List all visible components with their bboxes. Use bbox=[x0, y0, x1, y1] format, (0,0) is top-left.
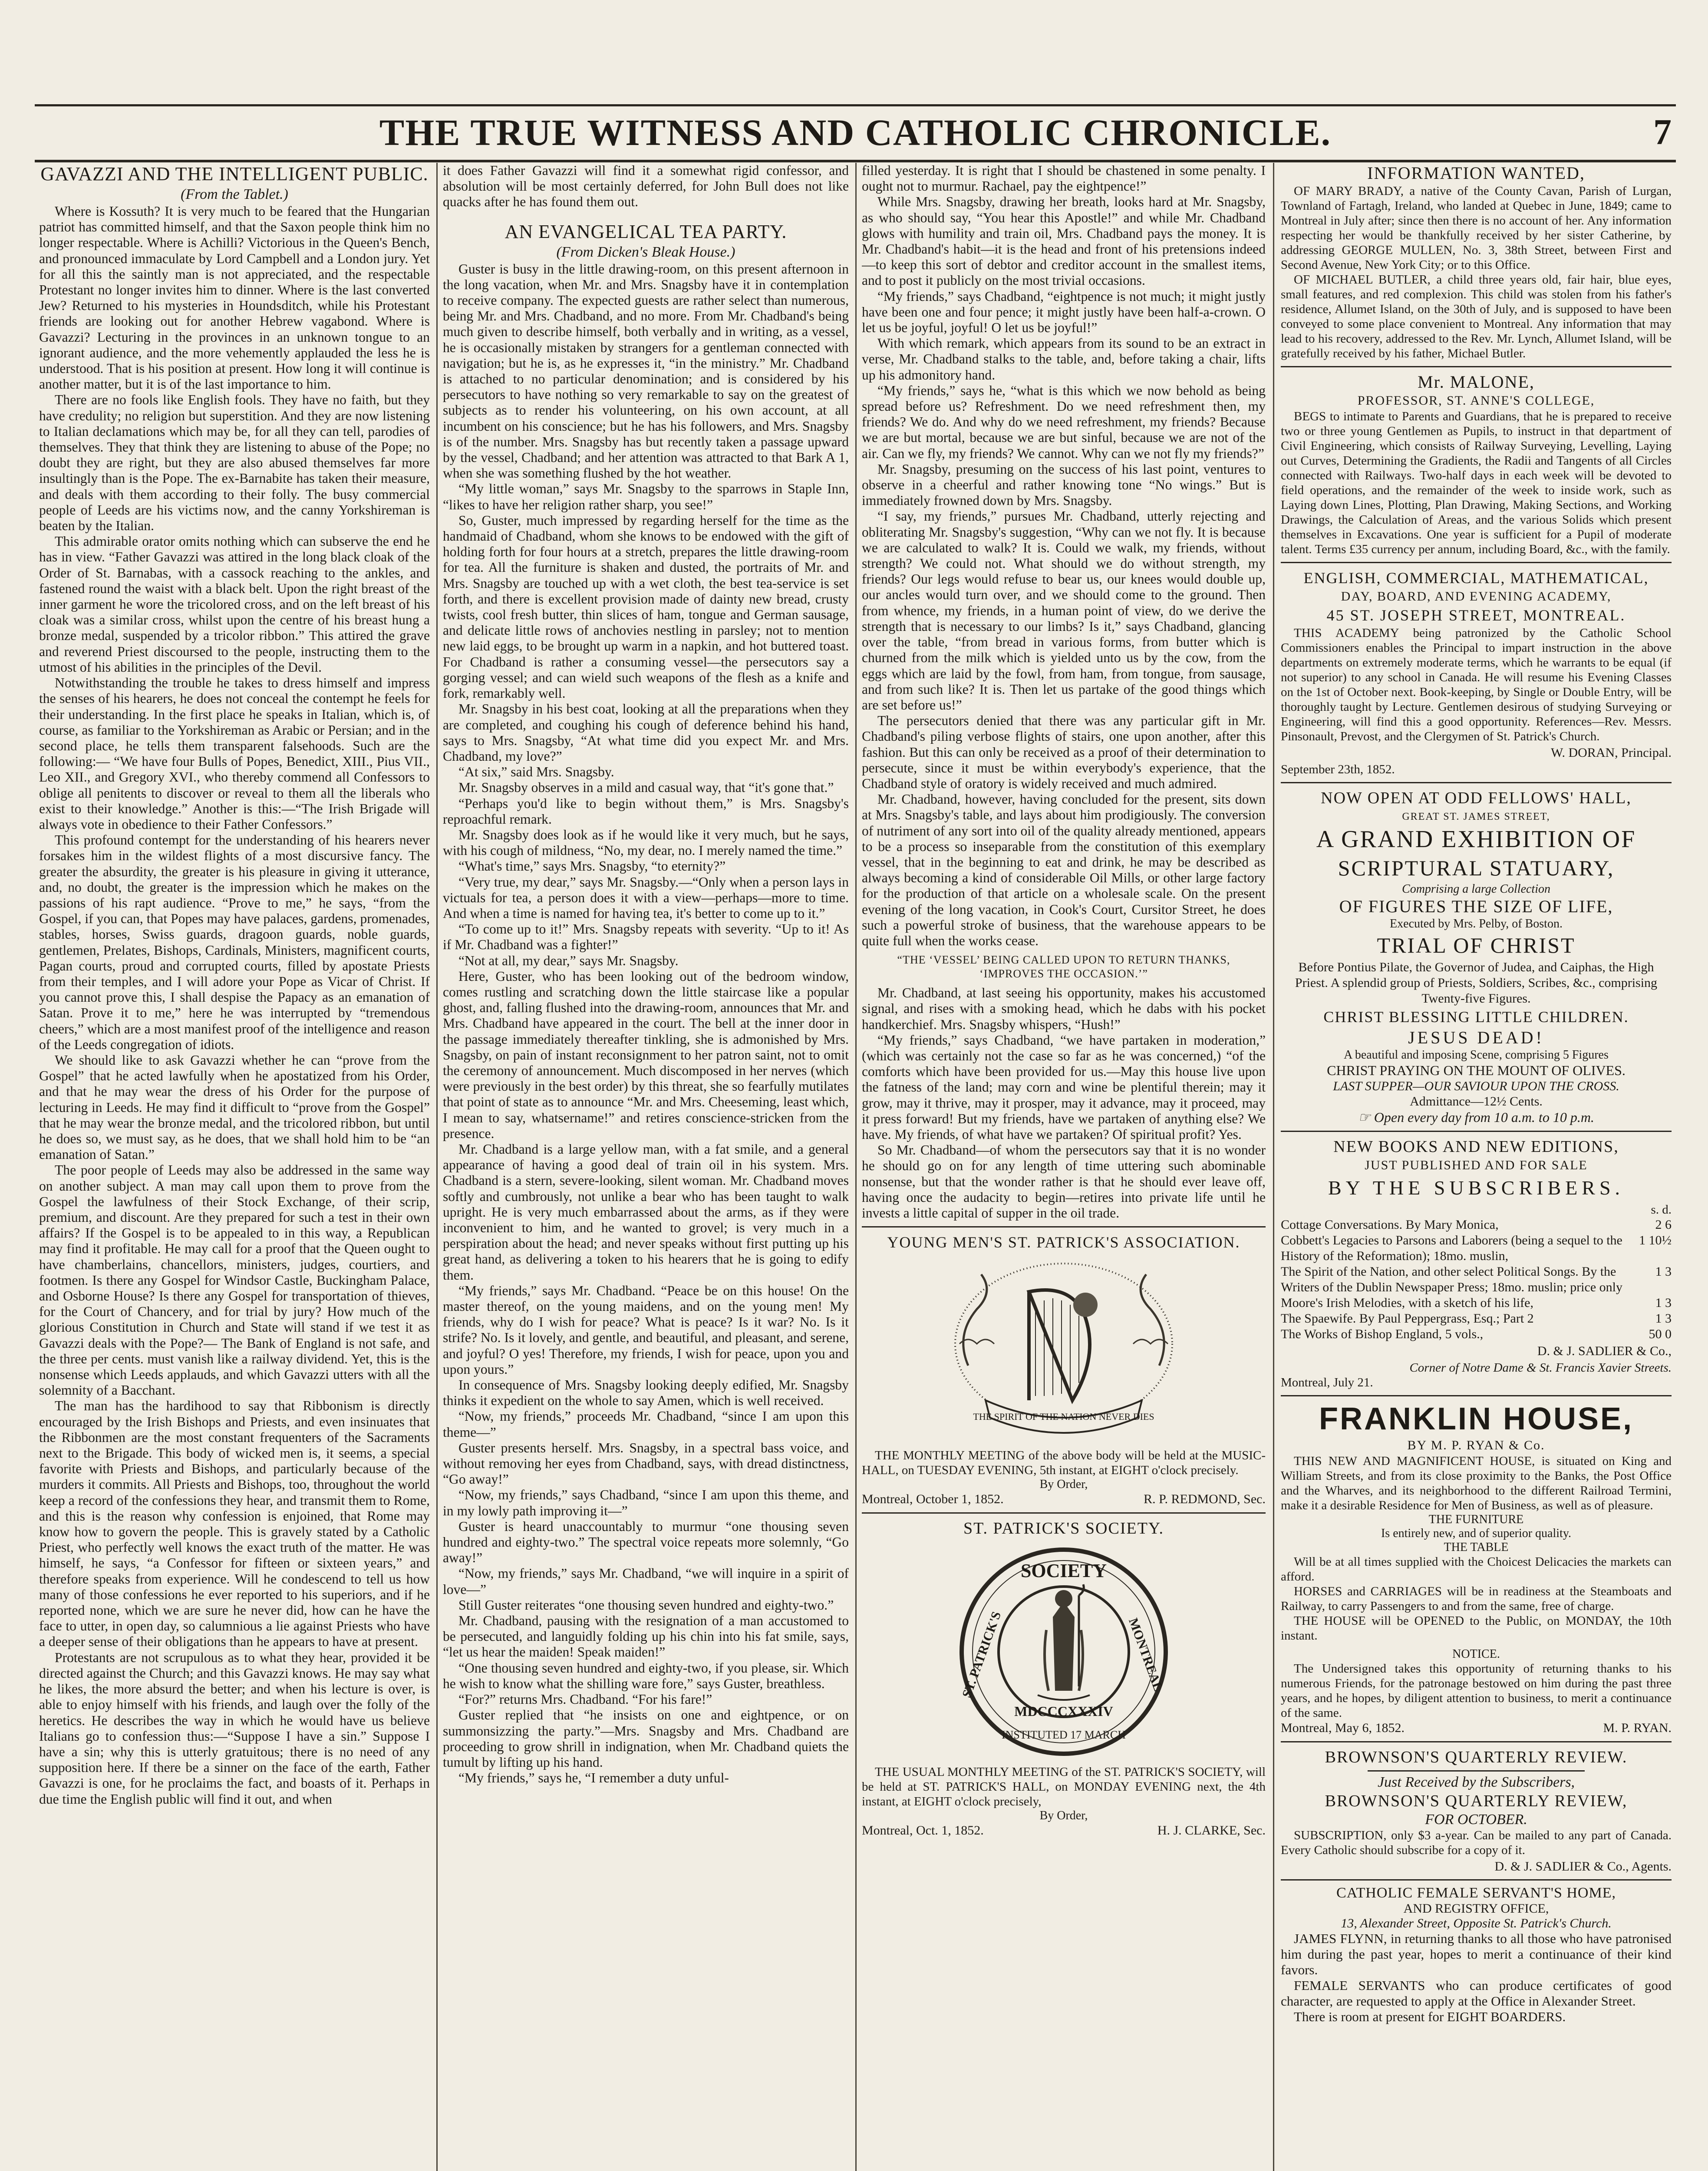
paragraph: Mr. Snagsby observes in a mild and casual way, that “it's gone that.” bbox=[458, 780, 834, 795]
book-item bbox=[1281, 1295, 1672, 1311]
ad-headline: CHRIST PRAYING ON THE MOUNT OF OLIVES. bbox=[1327, 1062, 1626, 1078]
paragraph: Still Guster reiterates “one thousing seven hundred and eighty-two.” bbox=[458, 1597, 834, 1613]
article-continuation bbox=[862, 163, 1266, 949]
ad-line: Before Pontius Pilate, the Governor of Judea, and Caiphas, the High Priest. A splendid group of Priests, Soldiers, Scribes, &c., comprising Twenty-five Figures. bbox=[1295, 960, 1658, 1006]
signatory: W. DORAN, Principal. bbox=[1550, 746, 1672, 760]
paragraph: “Perhaps you'd like to begin without them,” is Mrs. Snagsby's reproachful remark. bbox=[443, 795, 849, 827]
ad-body: JAMES FLYNN, in returning thanks to all those who have patronised him during the past year, hopes to merit a continuance of their kind favors. bbox=[1281, 1931, 1672, 1977]
ad-headline: TRIAL OF CHRIST bbox=[1377, 933, 1576, 957]
paragraph: Here, Guster, who has been looking out of the bedroom window, comes rustling and scratching down the little staircase like a popular ghost, and, falling flushed into the drawing-room, announces that Mr. and Mrs. Chadband have appeared in the court. The bell at the inner door in the passage immediately thereafter tinkling, she is admonished by Mrs. Snagsby, on pain of instant reconsignment to her patron saint, not to omit the ceremony of announcement. Much discomposed in her nerves (which were previously in the best order) by this threat, she so fearfully mutilates that point of state as to announce “Mr. and Mrs. Cheeseming, least which, I mean to say, whatsername!” and retires conscience-stricken from the presence. bbox=[443, 968, 849, 1141]
book-item bbox=[1281, 1233, 1672, 1264]
ad-headline: BROWNSON'S QUARTERLY REVIEW, bbox=[1325, 1792, 1628, 1810]
paragraph: Mr. Snagsby in his best coat, looking at all the preparations when they are completed, and coughing his cough of deference behind his hand, says to Mrs. Snagsby, “At what time did you expect Mr. and Mrs. Chadband, my love?” bbox=[443, 701, 849, 764]
ad-line: AND REGISTRY OFFICE, bbox=[1403, 1901, 1549, 1916]
seal-right-text: MONTREAL bbox=[1126, 1616, 1166, 1693]
column-1 bbox=[39, 163, 430, 2171]
banner-motto: THE SPIRIT OF THE NATION NEVER DIES bbox=[973, 1411, 1154, 1422]
section-quote: “THE ‘VESSEL’ BEING CALLED UPON TO RETURN THANKS, ‘IMPROVES THE OCCASION.’” bbox=[897, 954, 1230, 980]
ad-brownson-review bbox=[1281, 1741, 1672, 1874]
paragraph: Guster is heard unaccountably to murmur “one thousing seven hundred and eighty-two.” The spectral voice repeats more solemnly, “Go away!” bbox=[443, 1518, 849, 1566]
paragraph: “Not at all, my dear,” says Mr. Snagsby. bbox=[458, 953, 679, 968]
paragraph: “My friends,” says he, “what is this which we now behold as being spread before us? Refreshment. Do we need refreshment then, my friends? We do. And why do we need refreshment, my friends? Because we are but mortal, because we are but sinful, because we are not of the air. Can we fly, my friends? We cannot. Why can we not fly my friends?” bbox=[862, 383, 1266, 461]
page-number: 7 bbox=[1653, 112, 1672, 152]
section-heading: THE FURNITURE bbox=[1428, 1513, 1524, 1526]
article-title: AN EVANGELICAL TEA PARTY. bbox=[504, 221, 787, 242]
ad-title: BROWNSON'S QUARTERLY REVIEW. bbox=[1325, 1748, 1628, 1766]
ad-date: Montreal, May 6, 1852. bbox=[1281, 1721, 1405, 1735]
paragraph: So, Guster, much impressed by regarding herself for the time as the handmaid of Chadband, whom she knows to be endowed with the gift of holding forth for four hours at a stretch, prepares the little drawing-room for tea. All the furniture is shaken and dusted, the portraits of Mr. and Mrs. Snagsby are touched up with a wet cloth, the best tea-service is set forth, and there is excellent provision made of dainty new bread, crusty twists, cool fresh butter, thin slices of ham, tongue and German sausage, and delicate little rows of anchovies nestling in parsley; not to mention new laid eggs, to be brought up warm in a napkin, and hot buttered toast. For Chadband is rather a consuming vessel—the persecutors say a gorging vessel; and can wield such weapons of the flesh as a knife and fork, remarkably well. bbox=[443, 512, 849, 701]
ad-line: FOR OCTOBER. bbox=[1425, 1811, 1527, 1828]
signature-row bbox=[862, 1823, 1266, 1838]
section-heading: NOTICE. bbox=[1452, 1647, 1500, 1661]
book-item bbox=[1281, 1311, 1672, 1326]
book-title: Moore's Irish Melodies, with a sketch of his life, bbox=[1281, 1296, 1533, 1310]
paragraph: “My little woman,” says Mr. Snagsby to the sparrows in Staple Inn, “likes to have her religion rather sharp, you see!” bbox=[443, 481, 849, 512]
ad-title: YOUNG MEN'S ST. PATRICK'S ASSOCIATION. bbox=[887, 1234, 1240, 1251]
ad-line bbox=[1281, 1109, 1672, 1125]
masthead-rule bbox=[35, 160, 1676, 162]
paragraph: Guster presents herself. Mrs. Snagsby, in a spectral bass voice, and without removing her eyes from Chadband, says, with dread distinctness, “Go away!” bbox=[443, 1440, 849, 1487]
column-4 bbox=[1281, 163, 1672, 2171]
paragraph: While Mrs. Snagsby, drawing her breath, looks hard at Mr. Snagsby, as who should say, “You hear this Apostle!” and while Mr. Chadband glows with humility and train oil, Mrs. Chadband pays the money. It is Mr. Chadband's habit—it is the head and front of his pretensions indeed—to keep this sort of debtor and creditor account in the smallest items, and to post it publicly on the most trivial occasions. bbox=[862, 194, 1266, 288]
ad-malone bbox=[1281, 366, 1672, 557]
pointing-hand-icon: ☞ bbox=[1358, 1109, 1374, 1125]
ad-title: NEW BOOKS AND NEW EDITIONS, bbox=[1333, 1138, 1619, 1156]
paragraph: “My friends,” says he, “I remember a duty unful- bbox=[458, 1770, 729, 1786]
seal-top-text: SOCIETY bbox=[1020, 1560, 1107, 1582]
ad-headline: LAST SUPPER—OUR SAVIOUR UPON THE CROSS. bbox=[1333, 1079, 1619, 1093]
paragraph: So Mr. Chadband—of whom the persecutors say that it is no wonder he should go on for any length of time uttering such abominable nonsense, but that the wonder rather is that he should ever leave off, having once the audacity to begin—retires into private life until he invests a little capital of supper in the oil trade. bbox=[862, 1142, 1266, 1221]
ad-address: Corner of Notre Dame & St. Francis Xavier Streets. bbox=[1409, 1361, 1672, 1375]
book-title: The Spaewife. By Paul Peppergrass, Esq.; Part 2 bbox=[1281, 1311, 1534, 1326]
harp-emblem bbox=[942, 1257, 1185, 1444]
article-body bbox=[443, 261, 849, 1786]
paragraph: Protestants are not scrupulous as to what they hear, provided it be directed against the Church; and this Gavazzi knows. He may say what he likes, the more absurd the better; and when his lecture is over, is able to enjoy himself with his friends, and laugh over the folly of the heretics. He describes the way in which he would have us believe Italians go to confession thus:—“Suppose I have a sin.” Suppose I have a sin; why this is utterly gratuitous; there is no need of any supposition here. If there be a sinner on the face of the earth, Father Gavazzi is one, for he proclaims the fact, and boasts of it. Perhaps in due time the English public will find it out, and when bbox=[39, 1650, 430, 1807]
ad-information-wanted bbox=[1281, 163, 1672, 361]
book-item bbox=[1281, 1264, 1672, 1295]
paragraph: “At six,” said Mrs. Snagsby. bbox=[458, 764, 614, 780]
paragraph: “My friends,” says Mr. Chadband. “Peace be on this house! On the master thereof, on the young maidens, and on the young men! My friends, why do I wish for peace? What is peace? Is it war? No. Is it strife? No. Is it lovely, and gentle, and beautiful, and pleasant, and serene, and joyful? O yes! Therefore, my friends, I wish for peace, upon you and upon yours.” bbox=[443, 1283, 849, 1377]
ad-title: ENGLISH, COMMERCIAL, MATHEMATICAL, bbox=[1303, 569, 1649, 587]
ad-headline: JESUS DEAD! bbox=[1408, 1028, 1544, 1047]
ad-line: GREAT ST. JAMES STREET, bbox=[1402, 811, 1550, 822]
signature-row bbox=[862, 1491, 1266, 1507]
place-date: Montreal, October 1, 1852. bbox=[862, 1492, 1004, 1507]
paragraph: In consequence of Mrs. Snagsby looking deeply edified, Mr. Snagsby thinks it expedient on the whole to say Amen, which is well received. bbox=[443, 1377, 849, 1409]
paragraph: Mr. Chadband, pausing with the resignation of a man accustomed to be persecuted, and languidly folding up his chin into his fat smile, says, “let us hear the maiden! Speak maiden!” bbox=[443, 1613, 849, 1660]
book-price: 1 3 bbox=[1655, 1311, 1672, 1326]
ad-line: A beautiful and imposing Scene, comprising 5 Figures bbox=[1344, 1048, 1609, 1062]
book-price: 1 3 bbox=[1655, 1296, 1672, 1310]
book-title: Cottage Conversations. By Mary Monica, bbox=[1281, 1217, 1499, 1232]
book-price: 2 6 bbox=[1655, 1217, 1672, 1232]
book-item bbox=[1281, 1326, 1672, 1342]
paragraph: “Very true, my dear,” says Mr. Snagsby.—“Only when a person lays in victuals for tea, a person does it with a view—perhaps—more to time. And when a time is named for having tea, it's better to come up to it.” bbox=[443, 874, 849, 921]
ad-title: FRANKLIN HOUSE, bbox=[1319, 1402, 1633, 1436]
ad-headline: BY THE SUBSCRIBERS. bbox=[1328, 1177, 1625, 1199]
ad-line: Executed by Mrs. Pelby, of Boston. bbox=[1390, 917, 1563, 930]
paragraph: Guster replied that “he insists on one and eightpence, or on summonsizzing the party.”—Mrs. Snagsby and Mrs. Chadband are proceeding to grow shrill in indignation, when Mr. Chadband quiets the tumult by lifting up his hand. bbox=[443, 1707, 849, 1770]
ad-headline: A GRAND EXHIBITION OF bbox=[1316, 826, 1636, 853]
ad-title: Mr. MALONE, bbox=[1418, 372, 1535, 392]
ad-title: NOW OPEN AT ODD FELLOWS' HALL, bbox=[1321, 789, 1632, 807]
ad-paragraph: OF MARY BRADY, a native of the County Cavan, Parish of Lurgan, Townland of Fartagh, Ireland, who landed at Quebec in June, 1849; came to Montreal in July after; since then there is no account of her. Any information respecting her would be thankfully received by her sister Catherine, by addressing GEORGE MULLEN, No. 3, 38th Street, between First and Second Avenue, New York City; or to this Office. bbox=[1281, 184, 1672, 272]
ad-address: 13, Alexander Street, Opposite St. Patrick's Church. bbox=[1341, 1916, 1612, 1930]
ad-body: THIS NEW AND MAGNIFICENT HOUSE, is situated on King and William Streets, and from its close proximity to the Banks, the Post Office and the Wharves, and its neighborhood to the different Railroad Termini, make it a desirable Residence for Men of Business, as well as of pleasure. bbox=[1281, 1454, 1672, 1512]
book-title: The Spirit of the Nation, and other select Political Songs. By the Writers of the Dublin Newspaper Press; 18mo. muslin; price only bbox=[1281, 1264, 1622, 1294]
ad-address: 45 ST. JOSEPH STREET, MONTREAL. bbox=[1326, 607, 1626, 624]
column-divider bbox=[1273, 163, 1274, 2171]
ad-title: INFORMATION WANTED, bbox=[1367, 163, 1585, 183]
paragraph: Mr. Snagsby does look as if he would like it very much, but he says, with his cough of mildness, “No, my dear, no. I merely named the time.” bbox=[443, 827, 849, 858]
paragraph: The persecutors denied that there was any particular gift in Mr. Chadband's piling verbose flights of stairs, one upon another, after this fashion. But this can only be received as a proof of their determination to persecute, since it must be within everybody's experience, that the Chadband style of oratory is widely received and much admired. bbox=[862, 713, 1266, 791]
paragraph: With which remark, which appears from its sound to be an extract in verse, Mr. Chadband stalks to the table, and, before taking a chair, lifts up his admonitory hand. bbox=[862, 336, 1266, 383]
signatory: R. P. REDMOND, Sec. bbox=[1144, 1492, 1266, 1507]
by-order: By Order, bbox=[1039, 1478, 1088, 1491]
signatory: D. & J. SADLIER & Co., Agents. bbox=[1494, 1859, 1672, 1874]
paragraph: “To come up to it!” Mrs. Snagsby repeats with severity. “Up to it! As if Mr. Chadband was a fighter!” bbox=[443, 921, 849, 953]
article-source: (From the Tablet.) bbox=[181, 186, 288, 202]
paragraph: “For?” returns Mrs. Chadband. “For his fare!” bbox=[458, 1692, 712, 1707]
ad-new-books bbox=[1281, 1131, 1672, 1390]
ad-body: SUBSCRIPTION, only $3 a-year. Can be mailed to any part of Canada. Every Catholic should subscribe for a copy of it. bbox=[1281, 1828, 1672, 1857]
paragraph: “Now, my friends,” says Chadband, “since I am upon this theme, and in my lowly path improving it—” bbox=[443, 1487, 849, 1518]
paragraph: Mr. Chadband is a large yellow man, with a fat smile, and a general appearance of having a good deal of train oil in his system. Mrs. Chadband is a stern, severe-looking, silent woman. Mr. Chadband moves softly and cumbrously, not unlike a bear who has been taught to walk upright. He is very much embarrassed about the arms, as if they were inconvenient to him, and he wanted to grovel; is very much in a perspiration about the head; and never speaks without first putting up his great hand, as delivering a token to his hearers that he is going to edify them. bbox=[443, 1141, 849, 1283]
paragraph: This admirable orator omits nothing which can subserve the end he has in view. “Father Gavazzi was attired in the long black cloak of the Order of St. Barnabas, with a cassock reaching to the ankles, and fastened round the waist with a black belt. Upon the right breast of the inner garment he wore the tricolored cross, and on the left breast of his cloak was a similar cross, whilst upon the centre of his breast hung a bronze medal, suspended by a tricolor ribbon.” This attired the grave and reverend Priest discoursed to the people, instructing them to the utmost of his abilities in the principles of the Devil. bbox=[39, 534, 430, 675]
ad-line: Just Received by the Subscribers, bbox=[1377, 1774, 1575, 1790]
ad-hours: Open every day from 10 a.m. to 10 p.m. bbox=[1374, 1109, 1594, 1125]
signatory: M. P. RYAN. bbox=[1603, 1721, 1672, 1735]
paragraph: filled yesterday. It is right that I should be chastened in some penalty. I ought not to murmur. Rachael, pay the eightpence!” bbox=[862, 163, 1266, 194]
article-body bbox=[39, 204, 430, 1807]
ad-date: September 23th, 1852. bbox=[1281, 762, 1395, 776]
book-title: Cobbett's Legacies to Parsons and Laborers (being a sequel to the History of the Reformation); 18mo. muslin, bbox=[1281, 1233, 1622, 1263]
ad-body: BEGS to intimate to Parents and Guardians, that he is prepared to receive two or three young Gentlemen as Pupils, to instruct in that department of Civil Engineering, which consists of Railway Surveying, Levelling, Laying out Curves, Determining the Gradients, the Radii and Tangents of all Circles connected with Railways. Two-half days in each week will be devoted to field operations, and the remainder of the week to inside work, such as Laying down Lines, Plotting, Plan Drawing, Making Sections, and Working Drawings, the Calculation of Areas, and the various Solids which present themselves in Excavations. One year is sufficient for a Pupil of moderate talent. Terms £35 currency per annum, including Board, &c., with the family. bbox=[1281, 409, 1672, 556]
book-price: 50 0 bbox=[1649, 1327, 1672, 1341]
column-divider bbox=[855, 163, 857, 2171]
column-3 bbox=[862, 163, 1266, 2171]
paragraph: Notwithstanding the trouble he takes to dress himself and impress the senses of his hearers, he does not conceal the contempt he feels for their understanding. In the first place he speaks in Italian, which is, of course, as familiar to the Yorkshireman as Arabic or Persian; and in the second place, he tells them transparent falsehoods. Such are the following:— “We have four Bulls of Popes, Benedict, XIII., Pius VII., Leo XII., and Gregory XVI., who thereby commend all Confessors to oblige all penitents to discover or reveal to them all the liberals who exist to their knowledge.” Another is this:—“The Irish Brigade will always vote in obedience to their Father Confessors.” bbox=[39, 675, 430, 832]
ad-body: THIS ACADEMY being patronized by the Catholic School Commissioners enables the Principal to impart instruction in the above departments on extremely moderate terms, which he warrants to be equal (if not superior) to any school in Canada. He will resume his Evening Classes on the 1st of October next. Book-keeping, by Single or Double Entry, will be thoroughly taught by Lecture. Gentlemen desirous of studying Surveying or Engineering, will find this a good opportunity. References—Rev. Messrs. Pinsonault, Prevost, and the Clergymen of St. Patrick's Church. bbox=[1281, 626, 1672, 743]
section-heading: THE TABLE bbox=[1444, 1541, 1509, 1554]
ad-subtitle: PROFESSOR, ST. ANNE'S COLLEGE, bbox=[1357, 393, 1595, 408]
paragraph: Mr. Chadband, however, having concluded for the present, sits down at Mrs. Snagsby's table, and lays about him prodigiously. The conversion of nutriment of any sort into oil of the quality already mentioned, appears to be a process so inseparable from the constitution of this exemplary vessel, that in the beginning to eat and drink, he may be described as always becoming a kind of considerable Oil Mills, or other large factory for the production of that article on a wholesale scale. On the present evening of the long vacation, in Cook's Court, Cursitor Street, he does such a powerful stroke of business, that the warehouse appears to be quite full when the works cease. bbox=[862, 792, 1266, 948]
ad-line: Will be at all times supplied with the Choicest Delicacies the markets can afford. bbox=[1281, 1555, 1672, 1584]
ad-line: HORSES and CARRIAGES will be in readiness at the Steamboats and Railway, to carry Passengers to and from the same, free of charge. bbox=[1281, 1584, 1672, 1613]
paragraph: There are no fools like English fools. They have no faith, but they have credulity; no religion but superstition. And they are now listening to Italian declamations which may be, for all they can tell, parodies of themselves. They that think they are listening to abuse of the Pope; no doubt they are right, but they are also abused themselves far more insultingly than is the Pope. The ex-Barnabite has taken their measure, and deals with them according to their folly. The busy commercial people of Leeds are his victims now, and the canny Yorkshireman is beaten by the Italian. bbox=[39, 392, 430, 534]
signatory: H. J. CLARKE, Sec. bbox=[1157, 1823, 1266, 1838]
article-body bbox=[862, 985, 1266, 1221]
book-item bbox=[1281, 1217, 1672, 1233]
article-continuation bbox=[443, 163, 849, 210]
seal-year: MDCCCXXXIV bbox=[1014, 1703, 1113, 1719]
place-date: Montreal, Oct. 1, 1852. bbox=[862, 1823, 984, 1838]
signature-row bbox=[1281, 1720, 1672, 1736]
paragraph: Mr. Snagsby, presuming on the success of his last point, ventures to observe in a cheerful and rather knowing tone “No wings.” But is immediately frowned down by Mrs. Snagsby. bbox=[862, 461, 1266, 508]
paragraph: Mr. Chadband, at last seeing his opportunity, makes his accustomed signal, and rises with a smoking head, which he dabs with his pocket handkerchief. Mrs. Snagsby whispers, “Hush!” bbox=[862, 985, 1266, 1032]
ad-line: Comprising a large Collection bbox=[1402, 882, 1550, 896]
ad-academy bbox=[1281, 562, 1672, 777]
paragraph: “Now, my friends,” says Mr. Chadband, “we will inquire in a spirit of love—” bbox=[443, 1566, 849, 1597]
paragraph: “Now, my friends,” proceeds Mr. Chadband, “since I am upon this theme—” bbox=[443, 1409, 849, 1440]
ad-headline: OF FIGURES THE SIZE OF LIFE, bbox=[1339, 897, 1613, 916]
paragraph: This profound contempt for the understanding of his hearers never forsakes him in the wildest flights of a most discursive fancy. The greater the absurdity, the greater is his pleasure in giving it utterance, and, no doubt, the greater is the impression which he makes on the passions of his rapt audience. “Prove to me,” he says, “from the Gospel, if you can, that Popes may have palaces, gardens, promenades, stables, horses, Swiss guards, dragoon guards, noble guards, gentlemen, Prelates, Bishops, Cardinals, Ministers, magnificent courts, Pagan courts, proud and corrupted courts, filled by apostate Priests from their temples, and I will adore your Pope as Vicar of Christ. If you cannot prove this, I shall despise the Papacy as an emanation of Satan. Prove it to me,” here he was interrupted by “tremendous cheers,” which are a most manifest proof of the intelligence and reason of the Leeds congregation of idiots. bbox=[39, 832, 430, 1052]
column-divider bbox=[436, 163, 438, 2171]
ad-franklin-house bbox=[1281, 1395, 1672, 1736]
ad-body: THE MONTHLY MEETING of the above body will be held at the MUSIC-HALL, on TUESDAY EVENING, 5th instant, at EIGHT o'clock precisely. bbox=[862, 1448, 1266, 1478]
ad-title: CATHOLIC FEMALE SERVANT'S HOME, bbox=[1336, 1885, 1616, 1901]
book-title: The Works of Bishop England, 5 vols., bbox=[1281, 1327, 1484, 1341]
paragraph: “I say, my friends,” pursues Mr. Chadband, utterly rejecting and obliterating Mr. Snagsby's suggestion, “Why can we not fly. It is because we are calculated to walk? It is. Could we walk, my friends, without strength? We could not. What should we do without strength, my friends? Our legs would refuse to bear us, our knees would double up, our ancles would turn over, and we should come to the ground. Then from whence, my friends, in a human point of view, do we derive the strength that is necessary to our limbs? Is it,” says Chadband, glancing over the table, “from bread in various forms, from butter which is churned from the milk which is yielded unto us by the cow, from the eggs which are laid by the fowl, from ham, from tongue, from sausage, and from such like? It is. Then let us partake of the good things which are set before us!” bbox=[862, 508, 1266, 713]
ad-line: THE HOUSE will be OPENED to the Public, on MONDAY, the 10th instant. bbox=[1281, 1614, 1672, 1643]
paragraph: “My friends,” says Chadband, “we have partaken in moderation,” (which was certainly not the case so far as he was concerned,) “of the comforts which have been provided for us.—May this house live upon the fatness of the land; may corn and wine be plentiful therein; may it grow, may it thrive, may it prosper, may it advance, may it proceed, may it press forward! But my friends, have we partaken of anything else? We have. My friends, of what have we partaken? Of spiritual profit? Yes. bbox=[862, 1032, 1266, 1142]
ad-servants-home bbox=[1281, 1879, 1672, 2025]
ad-st-patricks-society bbox=[862, 1512, 1266, 1838]
by-order: By Order, bbox=[1039, 1809, 1088, 1823]
ad-body: THE USUAL MONTHLY MEETING of the ST. PATRICK'S SOCIETY, will be held at ST. PATRICK'S HALL, on MONDAY EVENING next, the 4th instant, at EIGHT o'clock precisely, bbox=[862, 1765, 1266, 1809]
paragraph: it does Father Gavazzi will find it a somewhat rigid confessor, and absolution will be most certainly deferred, for John Bull does not like quacks after he has found them out. bbox=[443, 163, 849, 210]
price-columns: s. d. bbox=[1651, 1203, 1672, 1217]
paragraph: “My friends,” says Chadband, “eightpence is not much; it might justly have been one and four pence; it might justly have been half-a-crown. O let us be joyful, joyful! O let us be joyful!” bbox=[862, 288, 1266, 336]
paragraph: “What's time,” says Mrs. Snagsby, “to eternity?” bbox=[458, 858, 726, 874]
paragraph: The man has the hardihood to say that Ribbonism is directly encouraged by the Irish Bishops and Priests, and even insinuates that the Ribbonmen are the most constant frequenters of the Sacraments next to the Brigade. This body of wicked men is, it seems, a special favorite with Priests and Bishops, and particularly because of the murders it commits. All Priests and Bishops, too, throughout the world keep a record of the confessions they hear, and transmit them to Rome, and this is the reason why confession is enjoined, that Rome may know how to govern the people. This is gravely stated by a Catholic Priest, who perfectly well knows the exact truth of the matter. He was himself, he says, “a Confessor for fifteen or sixteen years,” and therefore speaks from experience. Will he condescend to tell us how many of those confessions he ever reported to his superiors, and if he reported none, which we are sure he never did, how can he have the face to utter, in open day, so calumnious a lie against Priests who have a deeper sense of their obligations than he appears to have at present. bbox=[39, 1398, 430, 1650]
article-title: GAVAZZI AND THE INTELLIGENT PUBLIC. bbox=[40, 163, 429, 185]
masthead bbox=[35, 111, 1676, 158]
column-2 bbox=[443, 163, 849, 2171]
paragraph: The poor people of Leeds may also be addressed in the same way on another subject. A man may call upon them to prove from the Gospel the lawfulness of their Stock Exchange, of their scrip, premium, and discount. Are they prepared for such a test in their own affairs? If the Gospel is to be appealed to in this way, a Republican may find it profitable. He may call for a proof that the Queen ought to have chamberlains, chancellors, ministers, judges, courtiers, and footmen. Is there any Gospel for Windsor Castle, Buckingham Palace, and Osborne House? Is there any Gospel for transportation of thieves, for the Court of Chancery, and for trial by jury? How much of the glorious Constitution in Church and State will stand if we test it as Gavazzi deals with the Pope?— The Bank of England is not safe, and the three per cents. must vanish like a railway dividend. Yet, this is the nonsense which Leeds applauds, and which Gavazzi utters with all the solemnity of a Bacchant. bbox=[39, 1162, 430, 1398]
ad-body: FEMALE SERVANTS who can produce certificates of good character, are requested to apply at the Office in Alexander Street. bbox=[1281, 1978, 1672, 2009]
ad-line: JUST PUBLISHED AND FOR SALE bbox=[1365, 1158, 1588, 1172]
paragraph: Guster is busy in the little drawing-room, on this present afternoon in the long vacation, when Mr. and Mrs. Snagsby have it in contemplation to receive company. The expected guests are rather select than numerous, being Mr. and Mrs. Chadband, and no more. From Mr. Chadband's being much given to describe himself, both verbally and in writing, as a vessel, he is occasionally mistaken by strangers for a gentleman connected with navigation; but he is, as he expresses it, “in the ministry.” Mr. Chadband is attached to no particular denomination; and is considered by his persecutors to have nothing so very remarkable to say on the greatest of subjects as to render his volunteering, on his own account, at all incumbent on his conscience; but he has his followers, and Mrs. Snagsby is of the number. Mrs. Snagsby has but recently taken a passage upward by the vessel, Chadband; and her attention was attracted to that Bark A 1, when she was something flushed by the hot weather. bbox=[443, 261, 849, 481]
signatory: D. & J. SADLIER & Co., bbox=[1537, 1344, 1672, 1358]
ad-young-mens-association bbox=[862, 1226, 1266, 1507]
ad-line: The Undersigned takes this opportunity of returning thanks to his numerous Friends, for the patronage bestowed on him during the past three years, and he hopes, by diligent attention to business, to merit a continuance of the same. bbox=[1281, 1662, 1672, 1720]
newspaper-title: THE TRUE WITNESS AND CATHOLIC CHRONICLE. bbox=[379, 112, 1332, 153]
ad-odd-fellows-hall bbox=[1281, 782, 1672, 1125]
ad-subtitle: DAY, BOARD, AND EVENING ACADEMY, bbox=[1341, 589, 1612, 604]
paragraph: Where is Kossuth? It is very much to be feared that the Hungarian patriot has committed himself, and that the Saxon people think him no longer respectable. Where is Achilli? Victorious in the Queen's Bench, and pronounced immaculate by Lord Campbell and a London jury. Yet for all this the saintly man is not appreciated, and the respectable Protestant no longer invites him to dinner. Where is the last converted Jew? Returned to his mysteries in Houndsditch, while his Protestant friends are looking out for another Hebrew vagabond. Where is Gavazzi? Lecturing in the provinces in an unknown tongue to an ignorant audience, and the more vehemently applauded the less he is understood. That is his position at present. How long it will continue is another matter, but it is of the last importance to him. bbox=[39, 204, 430, 392]
ad-line: Is entirely new, and of superior quality. bbox=[1381, 1527, 1572, 1540]
ad-headline: SCRIPTURAL STATUARY, bbox=[1338, 856, 1615, 880]
seal-left-text: ST. PATRICK'S bbox=[959, 1610, 1004, 1700]
seal-bottom-text: INSTITUTED 17 MARCH bbox=[1002, 1729, 1126, 1742]
ad-body: There is room at present for EIGHT BOARDERS. bbox=[1294, 2009, 1566, 2024]
ad-paragraph: OF MICHAEL BUTLER, a child three years old, fair hair, blue eyes, small features, and red complexion. This child was stolen from his father's residence, Allumet Island, on the 30th of July, and is supposed to have been conveyed to some place convenient to Montreal. Any information that may lead to his recovery, addressed to the Rev. Mr. Lynch, Allumet Island, will be gratefully received by his father, Michael Butler. bbox=[1281, 273, 1672, 360]
ad-line: Admittance—12½ Cents. bbox=[1410, 1094, 1543, 1109]
top-rule bbox=[35, 104, 1676, 106]
ad-subtitle: BY M. P. RYAN & Co. bbox=[1407, 1438, 1545, 1452]
paragraph: “One thousing seven hundred and eighty-two, if you please, sir. Which he wish to know what the shilling ware fore,” says Guster, breathless. bbox=[443, 1660, 849, 1691]
book-price: 1 3 bbox=[1655, 1264, 1672, 1279]
ad-headline: CHRIST BLESSING LITTLE CHILDREN. bbox=[1323, 1008, 1629, 1026]
paragraph: We should like to ask Gavazzi whether he can “prove from the Gospel” that he acted lawfully when he apostatized from his Order, and that he may wear the dress of his Order for the purpose of lecturing in Leeds. He may find it difficult to “prove from the Gospel” that he may wear the bronze medal, and the tricolored ribbon, but until he does so, we must say, as he does, that we shall hold him to be “an emanation of Satan.” bbox=[39, 1052, 430, 1162]
ad-date: Montreal, July 21. bbox=[1281, 1376, 1373, 1389]
book-price: 1 10½ bbox=[1639, 1233, 1672, 1247]
society-seal-icon bbox=[955, 1543, 1172, 1760]
article-source: (From Dicken's Bleak House.) bbox=[556, 244, 735, 260]
ad-title: ST. PATRICK'S SOCIETY. bbox=[963, 1519, 1164, 1538]
